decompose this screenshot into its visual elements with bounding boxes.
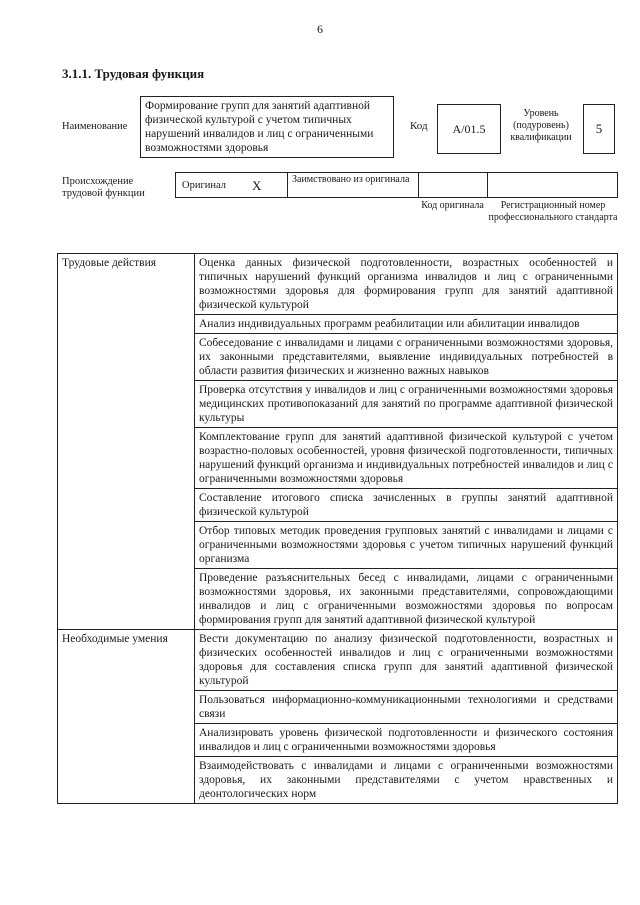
original-cell — [176, 173, 288, 197]
item-cell: Собеседование с инвалидами и лицами с ограниченными возможностями здоровья, их законными представителями, выявление индивидуальных потребностей в области развития физических и жизненно важных навыков — [195, 334, 618, 381]
section-title: 3.1.1. Трудовая функция — [62, 66, 205, 81]
table-row — [58, 630, 618, 691]
item-cell: Пользоваться информационно-коммуникационными технологиями и средствами связи — [195, 691, 618, 724]
item-cell: Оценка данных физической подготовленности, возрастных особенностей и типичных нарушений функций организма инвалидов и лиц с ограниченными возможностями здоровья для формирования групп для занятий адаптивной физической культурой — [195, 254, 618, 315]
code-original-cell — [419, 173, 488, 197]
original-mark: X — [252, 178, 262, 193]
reg-number-label: Регистрационный номер профессионального стандарта — [488, 200, 618, 223]
function-name-box: Формирование групп для занятий адаптивной физической культурой с учетом типичных нарушений инвалидов и лиц с ограниченными возможностями здоровья — [140, 96, 394, 158]
qualification-level-label: Уровень (подуровень) квалификации — [510, 108, 572, 143]
category-cell: Трудовые действия — [58, 254, 195, 630]
item-cell: Анализ индивидуальных программ реабилитации или абилитации инвалидов — [195, 315, 618, 334]
table-row — [58, 254, 618, 315]
reg-number-cell — [488, 173, 619, 197]
item-cell: Составление итогового списка зачисленных в группы занятий адаптивной физической культурой — [195, 489, 618, 522]
origin-label: Происхождение трудовой функции — [62, 176, 145, 199]
code-value-box: A/01.5 — [437, 104, 501, 154]
original-label: Оригинал — [182, 180, 226, 191]
item-cell: Анализировать уровень физической подготовленности и физического состояния инвалидов и лиц с ограниченными возможностями здоровья — [195, 724, 618, 757]
borrowed-cell — [288, 173, 419, 197]
item-cell: Комплектование групп для занятий адаптивной физической культурой с учетом возрастно-половых особенностей, уровня физической подготовленности, типичных нарушений функций организма и индивидуальных потребностей инвалидов и лиц с ограниченными возможностями здоровья — [195, 428, 618, 489]
item-cell: Проведение разъяснительных бесед с инвалидами, лицами с ограниченными возможностями здоровья, их законными представителями, сопровождающими инвалидов и лиц с ограниченными возможностями здоровья по вопросам формирования групп для занятий адаптивной физической культурой — [195, 569, 618, 630]
function-table — [57, 253, 618, 804]
code-original-label: Код оригинала — [421, 200, 484, 211]
origin-row — [175, 172, 618, 198]
borrowed-label: Заимствовано из оригинала — [292, 174, 410, 185]
item-cell: Проверка отсутствия у инвалидов и лиц с ограниченными возможностями здоровья медицинских противопоказаний для занятий по программе адаптивной физической культуры — [195, 381, 618, 428]
code-label: Код — [410, 120, 428, 132]
qualification-level-box: 5 — [583, 104, 615, 154]
page-number: 6 — [317, 22, 323, 36]
category-cell: Необходимые умения — [58, 630, 195, 804]
item-cell: Взаимодействовать с инвалидами и лицами с ограниченными возможностями здоровья, их законными представителями с учетом нравственных и деонтологических норм — [195, 757, 618, 804]
item-cell: Вести документацию по анализу физической подготовленности, возрастных и физических особенностей инвалидов и лиц с ограниченными возможностями здоровья для составления списка групп для занятий адаптивной физической культурой — [195, 630, 618, 691]
item-cell: Отбор типовых методик проведения групповых занятий с инвалидами и лицами с ограниченными возможностями здоровья с учетом типичных нарушений функций организма — [195, 522, 618, 569]
name-label: Наименование — [62, 121, 128, 132]
